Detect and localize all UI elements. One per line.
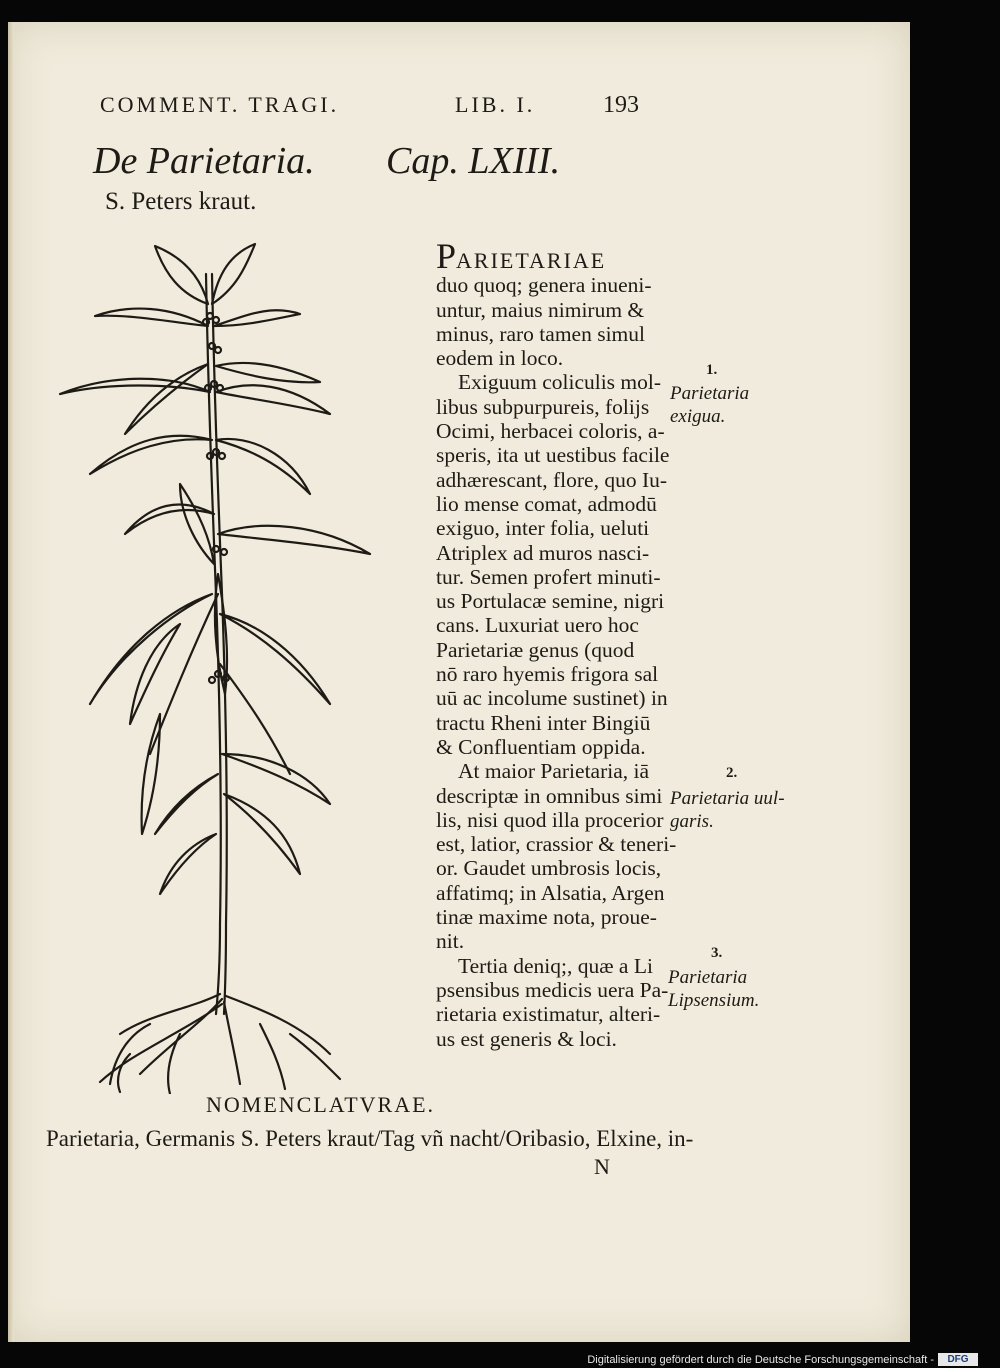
body-line: Parietariæ genus (quod xyxy=(436,637,635,662)
body-line: Exiguum coliculis mol- xyxy=(458,370,662,395)
plant-woodcut-illustration xyxy=(30,234,410,1094)
signature-mark: N xyxy=(594,1154,610,1179)
body-line: adhærescant, flore, quo Iu- xyxy=(436,467,668,492)
running-head-book: LIB. I. xyxy=(455,92,536,117)
body-line: duo quoq; genera inueni- xyxy=(436,273,652,298)
dfg-logo: DFG xyxy=(938,1353,978,1366)
body-line: eodem in loco. xyxy=(436,346,564,371)
body-line: & Confluentiam oppida. xyxy=(436,734,646,759)
margin-note-line: exigua. xyxy=(670,406,726,427)
margin-note-line: Parietaria uul- xyxy=(670,788,785,809)
body-line: lis, nisi quod illa procerior xyxy=(436,807,664,832)
book-page xyxy=(8,22,910,1342)
running-head-title: COMMENT. TRAGI. xyxy=(100,92,340,117)
page-number: 193 xyxy=(603,92,639,118)
body-line: nit. xyxy=(436,929,465,954)
chapter-title: De Parietaria. xyxy=(93,140,315,182)
margin-note-line: Lipsensium. xyxy=(668,990,760,1011)
digitization-credit: Digitalisierung gefördert durch die Deutsche Forschungsgemeinschaft - xyxy=(587,1354,934,1366)
drop-initial: P xyxy=(436,236,457,276)
body-line: speris, ita ut uestibus facile xyxy=(436,443,670,468)
body-line: psensibus medicis uera Pa- xyxy=(436,977,669,1002)
body-line: exiguo, inter folia, ueluti xyxy=(436,516,650,541)
margin-note xyxy=(670,382,749,428)
body-line: untur, maius nimirum & xyxy=(436,297,645,322)
body-line: us est generis & loci. xyxy=(436,1026,617,1051)
body-line: or. Gaudet umbrosis locis, xyxy=(436,856,662,881)
body-line: descriptæ in omnibus simi xyxy=(436,783,663,808)
nomenclature-line: Parietaria, Germanis S. Peters kraut/Tag vñ nacht/Oribasio, Elxine, in- xyxy=(46,1126,694,1151)
body-line: Atriplex ad muros nasci- xyxy=(436,540,650,565)
body-line: Tertia deniq;, quæ a Li xyxy=(458,953,653,978)
margin-note-number: 2. xyxy=(726,765,738,781)
body-line: rietaria existimatur, alteri- xyxy=(436,1002,661,1027)
german-plant-name: S. Peters kraut. xyxy=(105,188,257,215)
body-line: tractu Rheni inter Bingiū xyxy=(436,710,651,735)
body-line: affatimq; in Alsatia, Argen xyxy=(436,880,665,905)
body-line: lio mense comat, admodū xyxy=(436,491,657,516)
margin-note xyxy=(670,787,785,833)
margin-note-number: 3. xyxy=(711,945,723,961)
body-line: est, latior, crassior & teneri- xyxy=(436,832,677,857)
body-line: libus subpurpureis, folijs xyxy=(436,394,650,419)
nomenclature-heading: NOMENCLATVRAE. xyxy=(206,1092,436,1117)
body-line: uū ac incolume sustinet) in xyxy=(436,686,668,711)
body-line: cans. Luxuriat uero hoc xyxy=(436,613,639,638)
margin-note xyxy=(668,966,759,1012)
body-line: At maior Parietaria, iā xyxy=(458,759,650,784)
body-lead-line xyxy=(436,236,676,276)
chapter-body-text xyxy=(436,236,677,1051)
body-line: tur. Semen profert minuti- xyxy=(436,564,661,589)
margin-note-line: Parietaria xyxy=(668,967,748,988)
body-line: minus, raro tamen simul xyxy=(436,321,645,346)
margin-note-line: Parietaria xyxy=(670,383,750,404)
lead-word: ARIETARIAE xyxy=(456,248,607,273)
chapter-number: Cap. LXIII. xyxy=(386,140,561,182)
body-line: tinæ maxime nota, proue- xyxy=(436,905,657,930)
margin-note-line: garis. xyxy=(670,811,714,832)
body-line: Ocimi, herbacei coloris, a- xyxy=(436,419,665,444)
margin-note-number: 1. xyxy=(706,362,718,378)
body-line: us Portulacæ semine, nigri xyxy=(436,589,665,614)
page-gutter-edge xyxy=(8,22,14,1342)
body-line: nō raro hyemis frigora sal xyxy=(436,662,659,687)
